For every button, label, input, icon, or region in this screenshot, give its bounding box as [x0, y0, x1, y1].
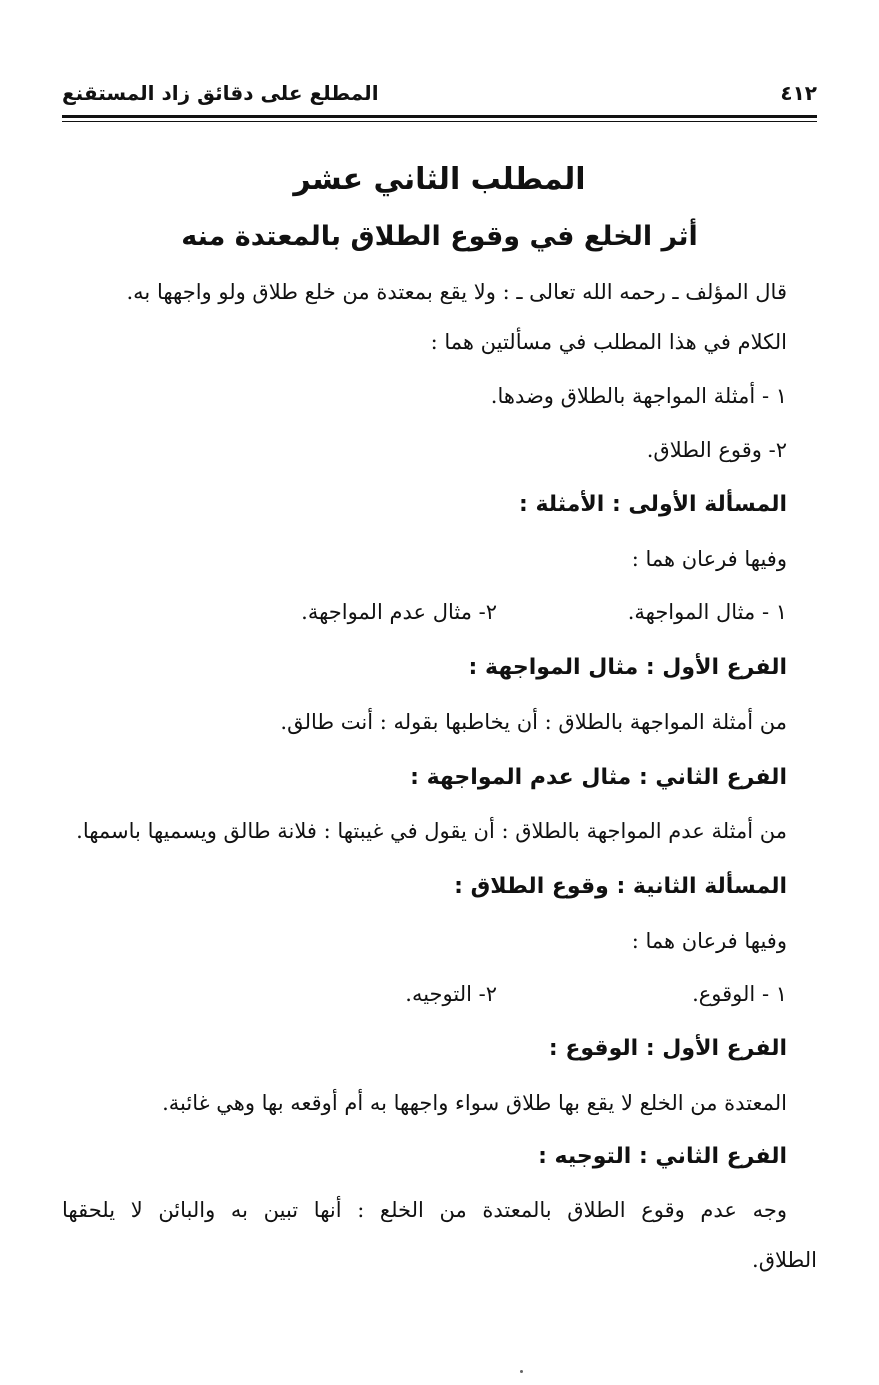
branch1-text: من أمثلة المواجهة بالطلاق : أن يخاطبها بقوله : أنت طالق. — [280, 710, 787, 734]
branch4-heading: الفرع الثاني : التوجيه : — [538, 1144, 787, 1169]
branch2-text: من أمثلة عدم المواجهة بالطلاق : أن يقول في غيبتها : فلانة طالق ويسميها باسمها. — [76, 819, 787, 843]
issue2-branch-2: ٢- التوجيه. — [405, 982, 497, 1006]
running-header — [62, 76, 817, 110]
branch1-heading: الفرع الأول : مثال المواجهة : — [468, 655, 787, 680]
branch2-heading: الفرع الثاني : مثال عدم المواجهة : — [410, 765, 787, 790]
header-rule-thick — [62, 115, 817, 118]
author-quote: قال المؤلف ـ رحمه الله تعالى ـ : ولا يقع بمعتدة من خلع طلاق ولو واجهها به. — [126, 280, 787, 304]
page-speck — [520, 1370, 523, 1373]
page-number: ٤١٢ — [780, 81, 817, 105]
issue1-heading: المسألة الأولى : الأمثلة : — [519, 492, 787, 517]
issue2-branches — [60, 978, 787, 1010]
branch3-text: المعتدة من الخلع لا يقع بها طلاق سواء واجهها به أم أوقعه بها وهي غائبة. — [162, 1091, 787, 1115]
issue1-branch-1: ١ - مثال المواجهة. — [627, 600, 787, 624]
issue2-branch-1: ١ - الوقوع. — [692, 982, 787, 1006]
issue1-branches — [60, 596, 787, 628]
intro-text: الكلام في هذا المطلب في مسألتين هما : — [430, 330, 787, 354]
branch4-text-line1: وجه عدم وقوع الطلاق بالمعتدة من الخلع : أنها تبين به والبائن لا يلحقها — [62, 1198, 787, 1222]
branch4-text-line2: الطلاق. — [752, 1248, 817, 1272]
header-rule-thin — [62, 121, 817, 122]
book-title: المطلع على دقائق زاد المستقنع — [62, 81, 379, 105]
section-subtitle: أثر الخلع في وقوع الطلاق بالمعتدة منه — [181, 221, 698, 252]
issue2-intro: وفيها فرعان هما : — [631, 929, 787, 953]
intro-item-1: ١ - أمثلة المواجهة بالطلاق وضدها. — [490, 384, 787, 408]
issue1-intro: وفيها فرعان هما : — [631, 547, 787, 571]
branch3-heading: الفرع الأول : الوقوع : — [548, 1036, 787, 1061]
issue1-branch-2: ٢- مثال عدم المواجهة. — [301, 600, 497, 624]
issue2-heading: المسألة الثانية : وقوع الطلاق : — [454, 874, 787, 899]
section-title: المطلب الثاني عشر — [293, 162, 586, 197]
intro-item-2: ٢- وقوع الطلاق. — [646, 438, 787, 462]
